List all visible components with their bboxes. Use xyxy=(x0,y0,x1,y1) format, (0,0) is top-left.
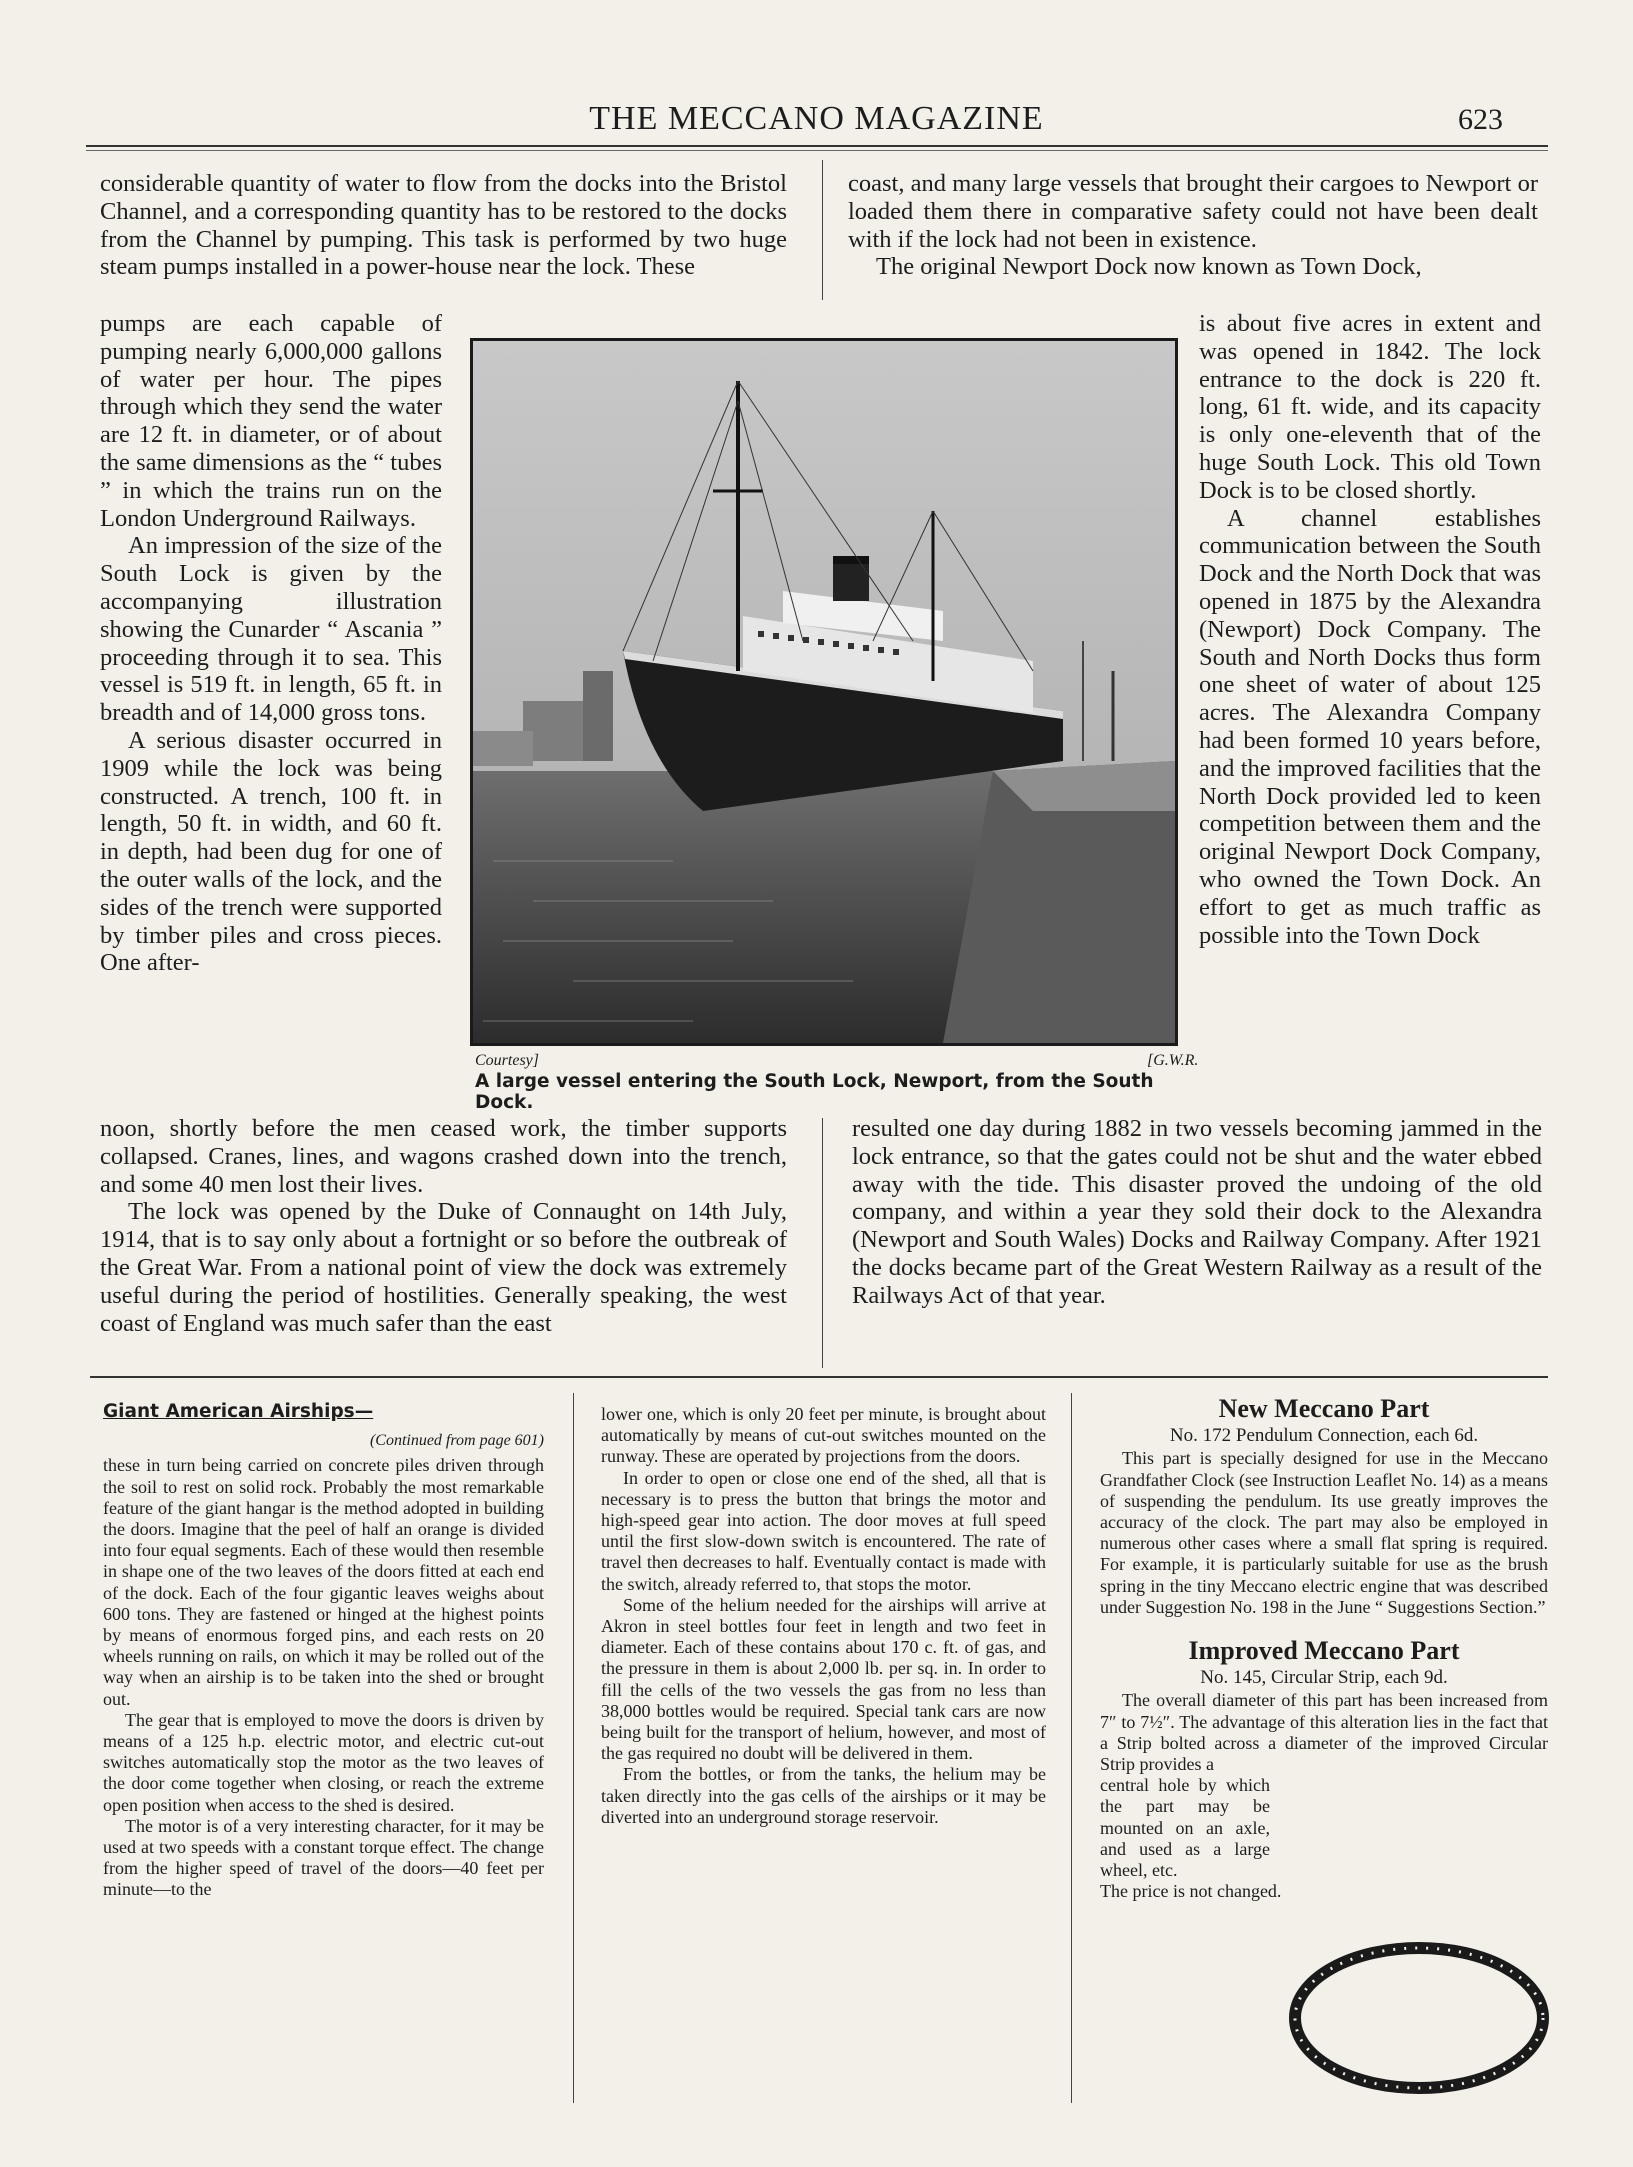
ship-photograph xyxy=(470,338,1178,1046)
article-paragraph: Some of the helium needed for the airships will arrive at Akron in steel bottles four feet in length and two feet in diameter. Each of these contains about 170 c. ft. of gas, and the pressure in them is about 2,000 lb. per sq. in. In order to fill the cells of the two vessels the gas from no less than 38,000 bottles would be required. Special tank cars are now being built for the transport of helium, however, and most of the gas required no doubt will be delivered in them. xyxy=(601,1594,1046,1764)
article-left-narrow xyxy=(100,310,442,977)
new-part-heading: New Meccano Part xyxy=(1218,1394,1430,1423)
header-rule xyxy=(86,145,1548,147)
article-paragraph: An impression of the size of the South Lock is given by the accompanying illustration showing the Cunarder “ Ascania ” proceeding through it to sea. This vessel is 519 ft. in length, 65 ft. in breadth and of 14,000 gross tons. xyxy=(100,532,442,727)
improved-part-text: The overall diameter of this part has been increased from 7″ to 7½″. The advantage of this alteration lies in the fact that a Strip bolted across a diameter of the improved Circular Strip provides a xyxy=(1100,1690,1548,1775)
article-paragraph: A serious disaster occurred in 1909 while the lock was being constructed. A trench, 100 ft. in length, 50 ft. in width, and 60 ft. in depth, had been dug for one of the outer walls of the lock, and the sides of the trench were supported by timber piles and cross pieces. One after- xyxy=(100,726,442,977)
article-paragraph: coast, and many large vessels that brought their cargoes to Newport or loaded them there in comparative safety could not have been dealt with if the lock had not been in existence. xyxy=(848,170,1538,253)
article-left-bottom xyxy=(100,1115,787,1337)
article-paragraph: The original Newport Dock now known as Town Dock, xyxy=(876,253,1422,281)
article-paragraph: The gear that is employed to move the doors is driven by means of a 125 h.p. electric motor, and electric cut-out switches automatically stop the motor as the two leaves of the door come together when closing, or reach the extreme open position when access to the shed is desired. xyxy=(103,1709,544,1815)
photo-caption: A large vessel entering the South Lock, Newport, from the South Dock. xyxy=(475,1071,1154,1113)
header-rule-thin xyxy=(86,150,1548,151)
airships-column-1 xyxy=(103,1401,544,1901)
article-left-top xyxy=(100,170,787,281)
airships-column-2 xyxy=(601,1404,1046,1828)
article-paragraph: pumps are each capable of pumping nearly 6,000,000 gallons of water per hour. The pipes through which they send the water are 12 ft. in diameter, or of about the same dimensions as the “ tubes ” in which the trains run on the London Underground Railways. xyxy=(100,310,442,532)
article-paragraph: is about five acres in extent and was opened in 1842. The lock entrance to the dock is 220 ft. long, 61 ft. wide, and its capacity is only one-eleventh that of the huge South Lock. This old Town Dock is to be closed shortly. xyxy=(1199,310,1541,504)
article-paragraph: From the bottles, or from the tanks, the helium may be taken directly into the gas cells of the airships or it may be diverted into an underground storage reservoir. xyxy=(601,1764,1046,1827)
article-right-top xyxy=(848,170,1538,281)
circular-strip-icon xyxy=(1284,1940,1554,2095)
article-paragraph: A channel establishes communication between the South Dock and the North Dock that was opened in 1875 by the Alexandra (Newport) Dock Company. The South and North Docks thus form one sheet of water of about 125 acres. The Alexandra Company had been formed 10 years before, and the improved facilities that the North Dock provided led to keen competition between them and the original Newport Dock Company, who owned the Town Dock. An effort to get as much traffic as possible into the Town Dock xyxy=(1199,504,1541,949)
article-right-narrow xyxy=(1199,310,1541,949)
continued-note: (Continued from page 601) xyxy=(369,1432,544,1450)
section-rule xyxy=(90,1376,1548,1378)
photo-credit-left: Courtesy] xyxy=(475,1052,539,1069)
article-paragraph: considerable quantity of water to flow from the docks into the Bristol Channel, and a corresponding quantity has to be restored to the docks from the Channel by pumping. This task is performed by two huge steam pumps installed in a power-house near the lock. These xyxy=(100,170,787,281)
airships-heading: Giant American Airships— xyxy=(103,1401,374,1422)
improved-part-text-narrow: central hole by which the part may be mounted on an axle, and used as a large wheel, etc. xyxy=(1100,1775,1270,1881)
meccano-parts-column xyxy=(1100,1394,1548,1902)
article-paragraph: The motor is of a very interesting character, for it may be used at two speeds with a constant torque effect. The change from the higher speed of travel of the doors—40 feet per minute—to the xyxy=(103,1815,544,1900)
column-divider xyxy=(1071,1393,1072,2103)
page-number: 623 xyxy=(1458,103,1503,136)
price-note: The price is not changed. xyxy=(1100,1881,1282,1902)
article-right-bottom xyxy=(852,1115,1542,1310)
column-divider xyxy=(822,160,823,300)
article-paragraph: these in turn being carried on concrete piles driven through the soil to rest on solid rock. Probably the most remarkable feature of the giant hangar is the method adopted in building the doors. Imagine that the peel of half an orange is divided into four equal segments. Each of these would then resemble in shape one of the two leaves of the doors fitted at each end of the dock. Each of the four gigantic leaves weighs about 600 tons. They are fastened or hinged at the highest points by means of enormous forged pins, and each rests on 20 wheels running on rails, on which it may be rolled out of the way when an airship is to be taken into the shed or brought out. xyxy=(103,1455,544,1709)
column-divider xyxy=(822,1118,823,1368)
photo-credit-right: [G.W.R. xyxy=(1147,1052,1199,1069)
improved-part-heading: Improved Meccano Part xyxy=(1188,1636,1460,1666)
article-paragraph: The lock was opened by the Duke of Connaught on 14th July, 1914, that is to say only about a fortnight or so before the outbreak of the Great War. From a national point of view the dock was extremely useful during the period of hostilities. Generally speaking, the west coast of England was much safer than the east xyxy=(100,1198,787,1337)
improved-part-subheading: No. 145, Circular Strip, each 9d. xyxy=(1200,1667,1448,1689)
ship-illustration xyxy=(473,341,1175,1043)
new-part-subheading: No. 172 Pendulum Connection, each 6d. xyxy=(1169,1425,1479,1447)
new-part-text: This part is specially designed for use in the Meccano Grandfather Clock (see Instruction Leaflet No. 14) as a means of suspending the pendulum. Its use greatly improves the accuracy of the clock. The part may also be employed in numerous other cases where a small flat spring is required. For example, it is particularly suitable for use as the brush spring in the tiny Meccano electric engine that was described under Suggestion No. 198 in the June “ Suggestions Section.” xyxy=(1100,1448,1548,1617)
article-paragraph: resulted one day during 1882 in two vessels becoming jammed in the lock entrance, so that the gates could not be shut and the water ebbed away with the tide. This disaster proved the undoing of the old company, and within a year they sold their dock to the Alexandra (Newport and South Wales) Docks and Railway Company. After 1921 the docks became part of the Great Western Railway as a result of the Railways Act of that year. xyxy=(852,1115,1542,1309)
magazine-title: THE MECCANO MAGAZINE xyxy=(589,100,1044,137)
column-divider xyxy=(573,1393,574,2103)
circular-strip-illustration xyxy=(1284,1940,1554,2095)
article-paragraph: In order to open or close one end of the shed, all that is necessary is to press the button that brings the motor and high-speed gear into action. The door moves at full speed until the first slow-down switch is encountered. The rate of travel then decreases to half. Eventually contact is made with the switch, already referred to, that stops the motor. xyxy=(601,1467,1046,1594)
article-paragraph: noon, shortly before the men ceased work, the timber supports collapsed. Cranes, lines, and wagons crashed down into the trench, and some 40 men lost their lives. xyxy=(100,1115,787,1198)
article-paragraph: lower one, which is only 20 feet per minute, is brought about automatically by means of cut-out switches mounted on the runway. These are operated by projections from the doors. xyxy=(601,1404,1046,1467)
